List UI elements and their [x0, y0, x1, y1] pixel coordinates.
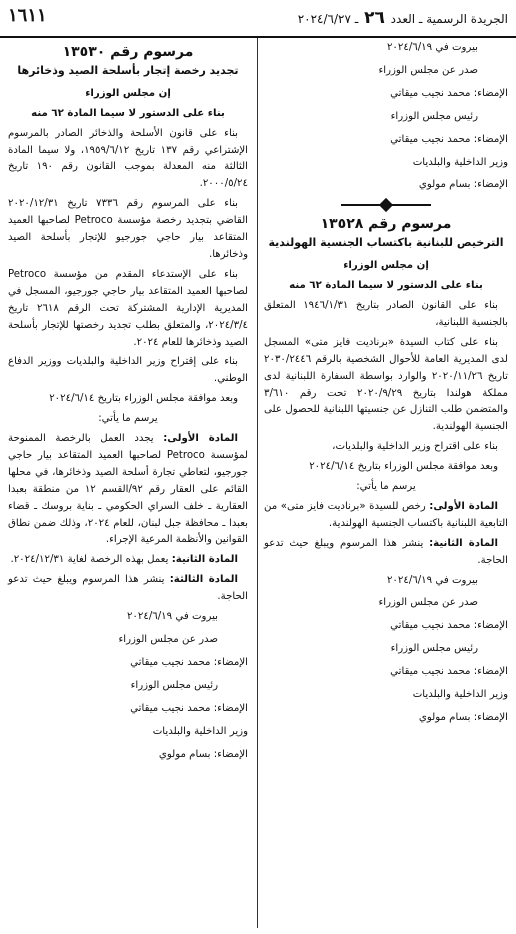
section-separator: [341, 200, 431, 210]
signature-minister: الإمضاء: بسام مولوي: [418, 179, 508, 191]
constitution-basis: بناء على الدستور لا سيما المادة ٦٢ منه: [31, 107, 225, 119]
issued-by: صدر عن مجلس الوزراء: [118, 634, 218, 645]
decree-title: مرسوم رقم ١٣٥٢٨: [320, 216, 452, 233]
article-title: المادة الثانية:: [171, 554, 238, 566]
signature-pm: الإمضاء: محمد نجيب ميقاتي: [130, 702, 248, 714]
column-divider: [257, 38, 258, 928]
article-3: [8, 572, 248, 606]
paragraph: بناء على المرسوم رقم ٧٣٣٦ تاريخ ٢٠٢٠/١٢/٣١ القاضي بتجديد رخصة مؤسسة Petroco لصاحبها العميد المتقاعد بيار حاجي جورجيو للإتجار بأسلحة الصيد وذخائرها.: [8, 198, 248, 260]
signature-pm: الإمضاء: محمد نجيب ميقاتي: [390, 87, 508, 99]
signature-pm: الإمضاء: محمد نجيب ميقاتي: [390, 133, 508, 145]
article-title: المادة الأولى:: [429, 500, 498, 512]
signature-pm: الإمضاء: محمد نجيب ميقاتي: [390, 666, 508, 678]
left-column: [8, 40, 248, 769]
paragraph: بناء على كتاب السيدة «برنادیت فایز متى» المسجل لدى المديرية العامة للأحوال الشخصية بالرقم ٢٠٣٠/٢٤٤٦ تاريخ ٢٠٢٠/١١/٢٦ والوارد بواسطة السفارة اللبنانية لدى مملكة هولندا بتاريخ ٢٠٢٠/٩/٢٩ تحت رقم ٣/٦١٠ والمتضمن طلب التنازل عن جنسيتها اللبنانية للحصول على الجنسية الهولندية.: [264, 336, 508, 433]
right-column: [264, 40, 508, 733]
beirut-date: بيروت في ٢٠٢٤/٦/١٩: [126, 611, 218, 623]
article-title: المادة الأولى:: [163, 433, 238, 445]
decree-subject: الترخيص للبنانية باكتساب الجنسية الهولندية: [268, 236, 504, 250]
article-text: ينشر هذا المرسوم ويبلغ حيث تدعو الحاجة.: [264, 537, 508, 566]
gazette-title: [298, 8, 508, 28]
pm-title: رئيس مجلس الوزراء: [390, 643, 478, 655]
constitution-basis: بناء على الدستور لا سيما المادة ٦٢ منه: [289, 280, 483, 292]
issued-by: صدر عن مجلس الوزراء: [378, 64, 478, 76]
paragraph: بناء على القانون الصادر بتاريخ ١٩٤٦/١/٣١ المتعلق بالجنسية اللبنانية،: [264, 299, 508, 328]
pm-title: رئيس مجلس الوزراء: [130, 679, 218, 691]
paragraph: وبعد موافقة مجلس الوزراء بتاريخ ٢٠٢٤/٦/١٤: [49, 393, 238, 405]
signature-minister: الإمضاء: بسام مولوي: [158, 748, 248, 760]
gazette-name: الجريدة الرسمية ـ العدد: [390, 12, 508, 26]
issued-by: صدر عن مجلس الوزراء: [378, 597, 478, 609]
beirut-date: بيروت في ٢٠٢٤/٦/١٩: [386, 42, 478, 53]
decree-title: مرسوم رقم ١٣٥٣٠: [62, 44, 194, 60]
signature-pm: الإمضاء: محمد نجيب ميقاتي: [130, 656, 248, 668]
paragraph: بناء على إقتراح وزير الداخلية والبلديات ووزير الدفاع الوطني.: [8, 356, 248, 385]
minister-title: وزير الداخلية والبلديات: [412, 156, 508, 168]
issue-date: ـ ٢٠٢٤/٦/٢٧: [297, 12, 359, 26]
minister-title: وزير الداخلية والبلديات: [152, 725, 248, 737]
paragraph: بناء على اقتراح وزير الداخلية والبلديات،: [332, 441, 498, 453]
decrees-line: يرسم ما يأتي:: [356, 481, 416, 493]
article-text: رخص للسيدة «برنادیت فایز متى» من التابعية اللبنانية باكتساب الجنسية الهولندية.: [264, 500, 508, 529]
article-title: المادة الثالثة:: [169, 574, 238, 586]
article-1: [8, 431, 248, 549]
signature-pm: الإمضاء: محمد نجيب ميقاتي: [390, 620, 508, 632]
paragraph: وبعد موافقة مجلس الوزراء بتاريخ ٢٠٢٤/٦/١٤: [309, 461, 498, 473]
article-2: [8, 552, 248, 569]
council-heading: إن مجلس الوزراء: [85, 87, 171, 99]
article-1: [264, 499, 508, 533]
article-title: المادة الثانية:: [429, 537, 498, 549]
minister-title: وزير الداخلية والبلديات: [412, 689, 508, 701]
decrees-line: يرسم ما يأتي:: [98, 413, 158, 425]
article-text: يجدد العمل بالرخصة الممنوحة لمؤسسة Petroco لصاحبها العميد المتقاعد بيار حاجي جورجيو، لتعاطي تجارة أسلحة الصيد وذخائرها، في محلها القائم على العقار رقم ٩٢/القسم ١٢ من منطقة بعبدا العقارية ـ خلف السراي الحكومي ـ بناية بروسك ـ قضاء بعبدا ـ محافظة جبل لبنان، للعام ٢٠٢٤، وذلك ضمن نطاق القوانين والأنظمة المرعية الإجراء.: [8, 433, 248, 546]
article-2: [264, 536, 508, 570]
beirut-date: بيروت في ٢٠٢٤/٦/١٩: [386, 574, 478, 586]
paragraph: بناء على قانون الأسلحة والذخائر الصادر بالمرسوم الإشتراعي رقم ١٣٧ تاريخ ١٩٥٩/٦/١٢، ولا سيما المادة الثالثة منه المعدلة بموجب القانون رقم ١٩٠ تاريخ ٢٠٠٠/٥/٢٤.: [8, 127, 248, 190]
page-number: ١٦١١: [8, 5, 47, 26]
page-header: [0, 0, 516, 38]
issue-number: ٢٦: [364, 8, 385, 28]
article-text: يعمل بهذه الرخصة لغاية ٢٠٢٤/١٢/٣١.: [10, 554, 172, 566]
signature-minister: الإمضاء: بسام مولوي: [418, 712, 508, 723]
paragraph: بناء على الإستدعاء المقدم من مؤسسة Petroco لصاحبها العميد المتقاعد بيار حاجي جورجيو، المسجل في المديرية الإدارية المشتركة تحت الرقم ٢٦١٨ تاريخ ٢٠٢٤/٣/٤، والمتعلق بطلب تجديد رخصتها للإتجار بأسلحة الصيد وذخائرها للعام ٢٠٢٤.: [8, 268, 248, 348]
article-text: ينشر هذا المرسوم ويبلغ حيث تدعو الحاجة.: [8, 574, 248, 603]
pm-title: رئيس مجلس الوزراء: [390, 110, 478, 122]
council-heading: إن مجلس الوزراء: [343, 260, 429, 272]
decree-subject: تجديد رخصة إتجار بأسلحة الصيد وذخائرها: [17, 63, 239, 77]
